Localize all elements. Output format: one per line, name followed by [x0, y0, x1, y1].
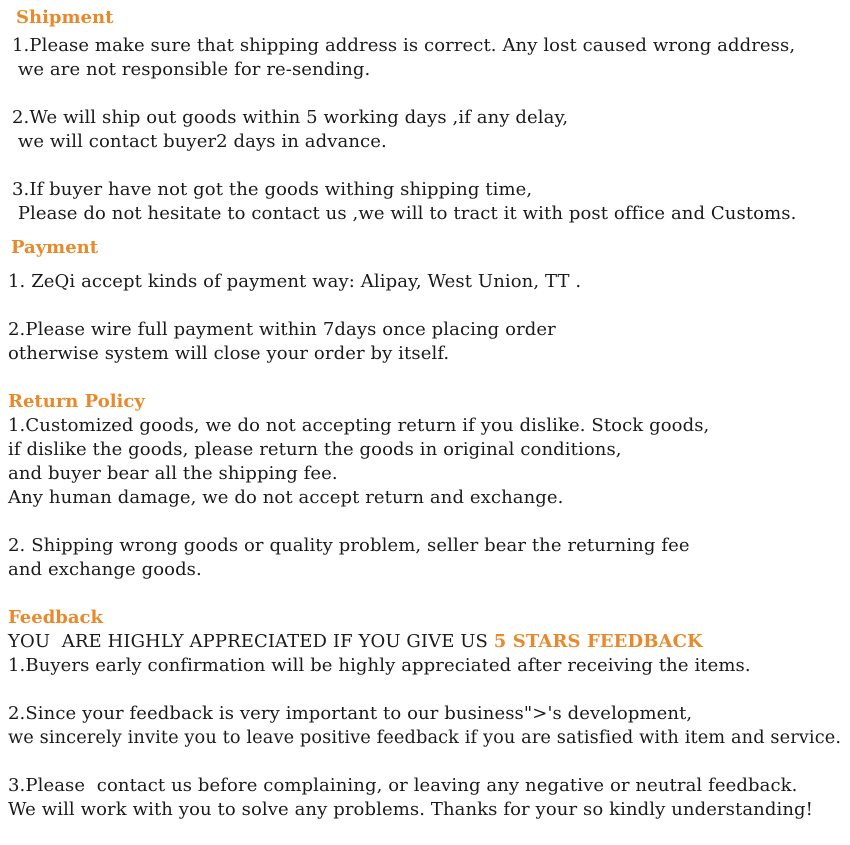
feedback-line-4: 3.Please contact us before complaining, or leaving any negative or neutral feedback. — [8, 775, 798, 796]
return-policy-heading: Return Policy — [8, 391, 145, 412]
feedback-appreciate-line — [8, 630, 703, 654]
shipment-line-4: we will contact buyer2 days in advance. — [12, 131, 387, 152]
feedback-line-2: 2.Since your feedback is very important to our business">'s development, — [8, 703, 693, 724]
feedback-line-3: we sincerely invite you to leave positive feedback if you are satisfied with item and service. — [8, 728, 842, 748]
return-line-5: 2. Shipping wrong goods or quality problem, seller bear the returning fee — [8, 535, 690, 556]
feedback-line-5: We will work with you to solve any problems. Thanks for your so kindly understanding! — [8, 799, 813, 820]
return-line-1: 1.Customized goods, we do not accepting return if you dislike. Stock goods, — [8, 415, 710, 436]
return-line-3: and buyer bear all the shipping fee. — [8, 463, 338, 484]
payment-line-2: 2.Please wire full payment within 7days once placing order — [8, 319, 556, 340]
payment-line-1: 1. ZeQi accept kinds of payment way: Alipay, West Union, TT . — [8, 271, 582, 292]
shipment-line-2: we are not responsible for re-sending. — [12, 59, 371, 80]
feedback-appreciate-text: YOU ARE HIGHLY APPRECIATED IF YOU GIVE US — [8, 631, 494, 652]
five-stars-highlight: 5 STARS FEEDBACK — [493, 631, 703, 652]
return-line-6: and exchange goods. — [8, 559, 202, 580]
payment-line-3: otherwise system will close your order by itself. — [8, 343, 450, 364]
shipment-line-5: 3.If buyer have not got the goods withing shipping time, — [12, 179, 533, 200]
return-line-2: if dislike the goods, please return the goods in original conditions, — [8, 439, 622, 460]
shipment-heading: Shipment — [16, 7, 114, 28]
shipment-line-6: Please do not hesitate to contact us ,we will to tract it with post office and Customs. — [12, 203, 797, 224]
payment-heading: Payment — [11, 237, 99, 258]
return-line-4: Any human damage, we do not accept return and exchange. — [8, 487, 564, 508]
feedback-line-1: 1.Buyers early confirmation will be highly appreciated after receiving the items. — [8, 655, 751, 676]
shipment-line-3: 2.We will ship out goods within 5 working days ,if any delay, — [12, 107, 569, 128]
shipment-line-1: 1.Please make sure that shipping address is correct. Any lost caused wrong address, — [12, 35, 796, 56]
feedback-heading: Feedback — [8, 607, 103, 628]
